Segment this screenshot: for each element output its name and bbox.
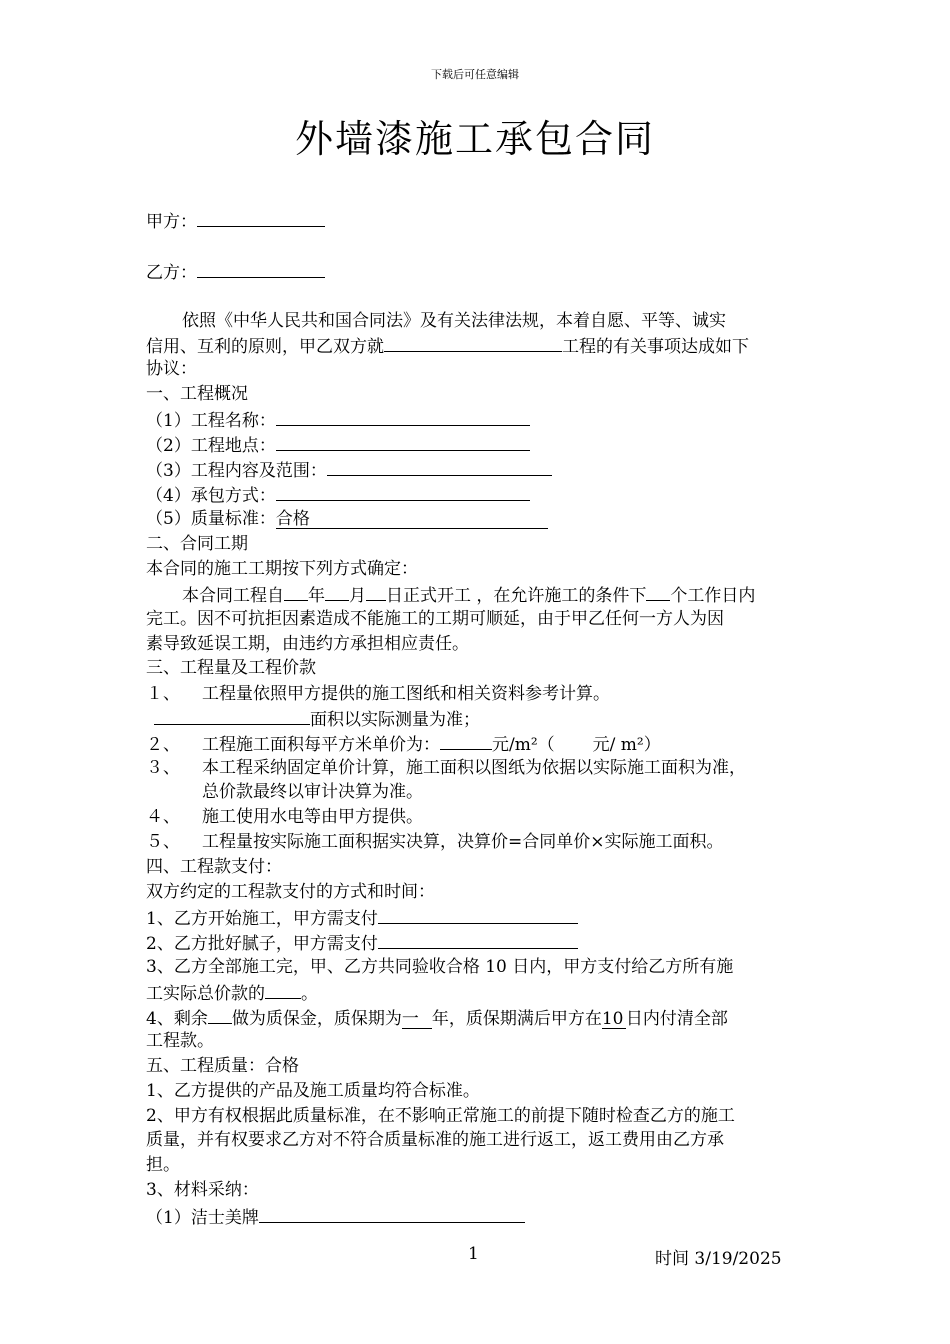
sec1-item-4-label: （4）承包方式： xyxy=(146,486,276,506)
sec4-line-6 xyxy=(146,1005,728,1031)
sec1-item-5-label: （5）质量标准： xyxy=(146,509,276,529)
sec2-l2e: 个工作日内 xyxy=(670,586,756,606)
warranty-years-value: 一 xyxy=(402,1010,432,1029)
sec3-text-2c: 元/ m²） xyxy=(592,735,661,755)
sec2-l2a: 本合同工程自 xyxy=(182,586,284,606)
sec3-text-5: 工程量按实际施工面积据实决算，决算价=合同单价×实际施工面积。 xyxy=(202,832,724,852)
sec3-item-2 xyxy=(146,731,661,757)
sec1-item-4 xyxy=(146,482,530,508)
sec4-l6a: 4、剩余 xyxy=(146,1009,208,1029)
party-b-label: 乙方： xyxy=(146,263,197,283)
section-5-heading: 五、工程质量：合格 xyxy=(146,1056,299,1076)
sec1-item-4-blank xyxy=(276,482,530,501)
sec4-l5a: 工实际总价款的 xyxy=(146,984,265,1004)
sec2-l2c: 月 xyxy=(349,586,366,606)
sec4-l6d: 年，质保期满后甲方在 xyxy=(431,1009,602,1029)
section-1-heading: 一、工程概况 xyxy=(146,384,248,404)
sec4-l6b: 做为质保金，质保期为 xyxy=(231,1009,402,1029)
sec4-line-4: 3、乙方全部施工完，甲、乙方共同验收合格 10 日内，甲方支付给乙方所有施 xyxy=(146,957,734,977)
party-b-line xyxy=(146,259,325,285)
intro-line-2b: 工程的有关事项达成如下 xyxy=(562,337,749,357)
party-b-blank xyxy=(197,259,325,278)
sec4-line-7: 工程款。 xyxy=(146,1031,214,1051)
sec4-line-3 xyxy=(146,930,578,956)
sec4-l3-text: 2、乙方批好腻子，甲方需支付 xyxy=(146,934,378,954)
sec1-item-3 xyxy=(146,457,552,483)
sec1-item-1-blank xyxy=(276,407,530,426)
sec3-text-4: 施工使用水电等由甲方提供。 xyxy=(202,807,423,827)
sec1-item-2-blank xyxy=(276,432,530,451)
sec3-item-5 xyxy=(146,830,724,854)
sec4-l5b: 。 xyxy=(301,984,318,1004)
payoff-days-value: 10 xyxy=(602,1010,626,1029)
sec4-line-2 xyxy=(146,905,578,931)
sec3-item-3b: 总价款最终以审计决算为准。 xyxy=(202,782,423,802)
intro-line-1: 依照《中华人民共和国合同法》及有关法律法规，本着自愿、平等、诚实 xyxy=(182,311,726,331)
intro-line-3: 协议： xyxy=(146,359,197,379)
party-a-line xyxy=(146,208,325,234)
sec2-line-4: 素导致延误工期，由违约方承担相应责任。 xyxy=(146,634,469,654)
sec5-line-6 xyxy=(146,1204,525,1230)
sec3-num-1: １、 xyxy=(146,684,180,704)
start-day-blank xyxy=(366,582,386,601)
sec1-item-2 xyxy=(146,432,530,458)
sec1-item-1-label: （1）工程名称： xyxy=(146,411,276,431)
sec3-num-5: ５、 xyxy=(146,832,180,852)
start-month-blank xyxy=(325,582,349,601)
start-year-blank xyxy=(284,582,308,601)
section-4-heading: 四、工程款支付： xyxy=(146,857,282,877)
sec5-l6-text: （1）洁士美牌 xyxy=(146,1208,259,1228)
section-2-heading: 二、合同工期 xyxy=(146,534,248,554)
sec3-text-3a: 本工程采纳固定单价计算，施工面积以图纸为依据以实际施工面积为准， xyxy=(202,758,746,778)
sec3-item-1 xyxy=(146,682,610,706)
sec1-item-1 xyxy=(146,407,530,433)
sec2-l2d: 日正式开工 ，在允许施工的条件下 xyxy=(386,586,647,606)
material-brand-blank xyxy=(259,1204,525,1223)
sec1-item-2-label: （2）工程地点： xyxy=(146,436,276,456)
area-blank xyxy=(154,706,310,725)
sec4-line-5 xyxy=(146,980,318,1006)
sec3-num-3: ３、 xyxy=(146,758,180,778)
payment-2-blank xyxy=(378,930,578,949)
page-title: 外墙漆施工承包合同 xyxy=(294,117,655,161)
quality-standard-value: 合格 xyxy=(276,510,548,529)
sec3-item-4 xyxy=(146,805,423,829)
sec1-item-5 xyxy=(146,507,548,531)
sec3-text-2b: 元/m²（ xyxy=(492,735,555,755)
payment-1-blank xyxy=(378,905,578,924)
workdays-blank xyxy=(646,582,670,601)
sec5-line-5: 3、材料采纳： xyxy=(146,1180,259,1200)
sec3-text-2a: 工程施工面积每平方米单价为： xyxy=(202,735,440,755)
intro-line-2a: 信用、互利的原则，甲乙双方就 xyxy=(146,337,384,357)
sec2-line-3: 完工。因不可抗拒因素造成不能施工的工期可顺延，由于甲乙任何一方人为因 xyxy=(146,609,724,629)
party-a-label: 甲方： xyxy=(146,212,197,232)
sec1-item-3-label: （3）工程内容及范围： xyxy=(146,461,327,481)
sec5-line-3: 质量，并有权要求乙方对不符合质量标准的施工进行返工，返工费用由乙方承 xyxy=(146,1130,724,1150)
sec4-line-1: 双方约定的工程款支付的方式和时间： xyxy=(146,882,435,902)
sec1-item-3-blank xyxy=(327,457,552,476)
sec2-l2b: 年 xyxy=(308,586,325,606)
sec4-l6f: 日内付清全部 xyxy=(625,1009,728,1029)
project-name-blank xyxy=(384,333,562,352)
sec3-item-1b xyxy=(154,706,480,732)
sec4-l2-text: 1、乙方开始施工，甲方需支付 xyxy=(146,909,378,929)
sec3-item-3 xyxy=(146,756,746,780)
sec5-line-4: 担。 xyxy=(146,1155,180,1175)
party-a-blank xyxy=(197,208,325,227)
retention-blank xyxy=(208,1005,232,1024)
sec2-line-1: 本合同的施工工期按下列方式确定： xyxy=(146,559,418,579)
sec3-text-1b: 面积以实际测量为准； xyxy=(310,710,480,730)
footer-time: 时间 3/19/2025 xyxy=(655,1249,782,1269)
header-note: 下载后可任意编辑 xyxy=(431,68,519,81)
page-number: 1 xyxy=(468,1244,479,1264)
unit-price-blank xyxy=(440,731,492,750)
section-3-heading: 三、工程量及工程价款 xyxy=(146,658,316,678)
payment-percent-blank xyxy=(265,980,301,999)
sec3-num-4: ４、 xyxy=(146,807,180,827)
sec2-line-2 xyxy=(182,582,755,608)
sec5-line-2: 2、甲方有权根据此质量标准，在不影响正常施工的前提下随时检查乙方的施工 xyxy=(146,1106,735,1126)
sec3-text-1: 工程量依照甲方提供的施工图纸和相关资料参考计算。 xyxy=(202,684,610,704)
sec5-line-1: 1、乙方提供的产品及施工质量均符合标准。 xyxy=(146,1081,480,1101)
intro-line-2 xyxy=(146,333,749,359)
sec3-num-2: ２、 xyxy=(146,735,180,755)
